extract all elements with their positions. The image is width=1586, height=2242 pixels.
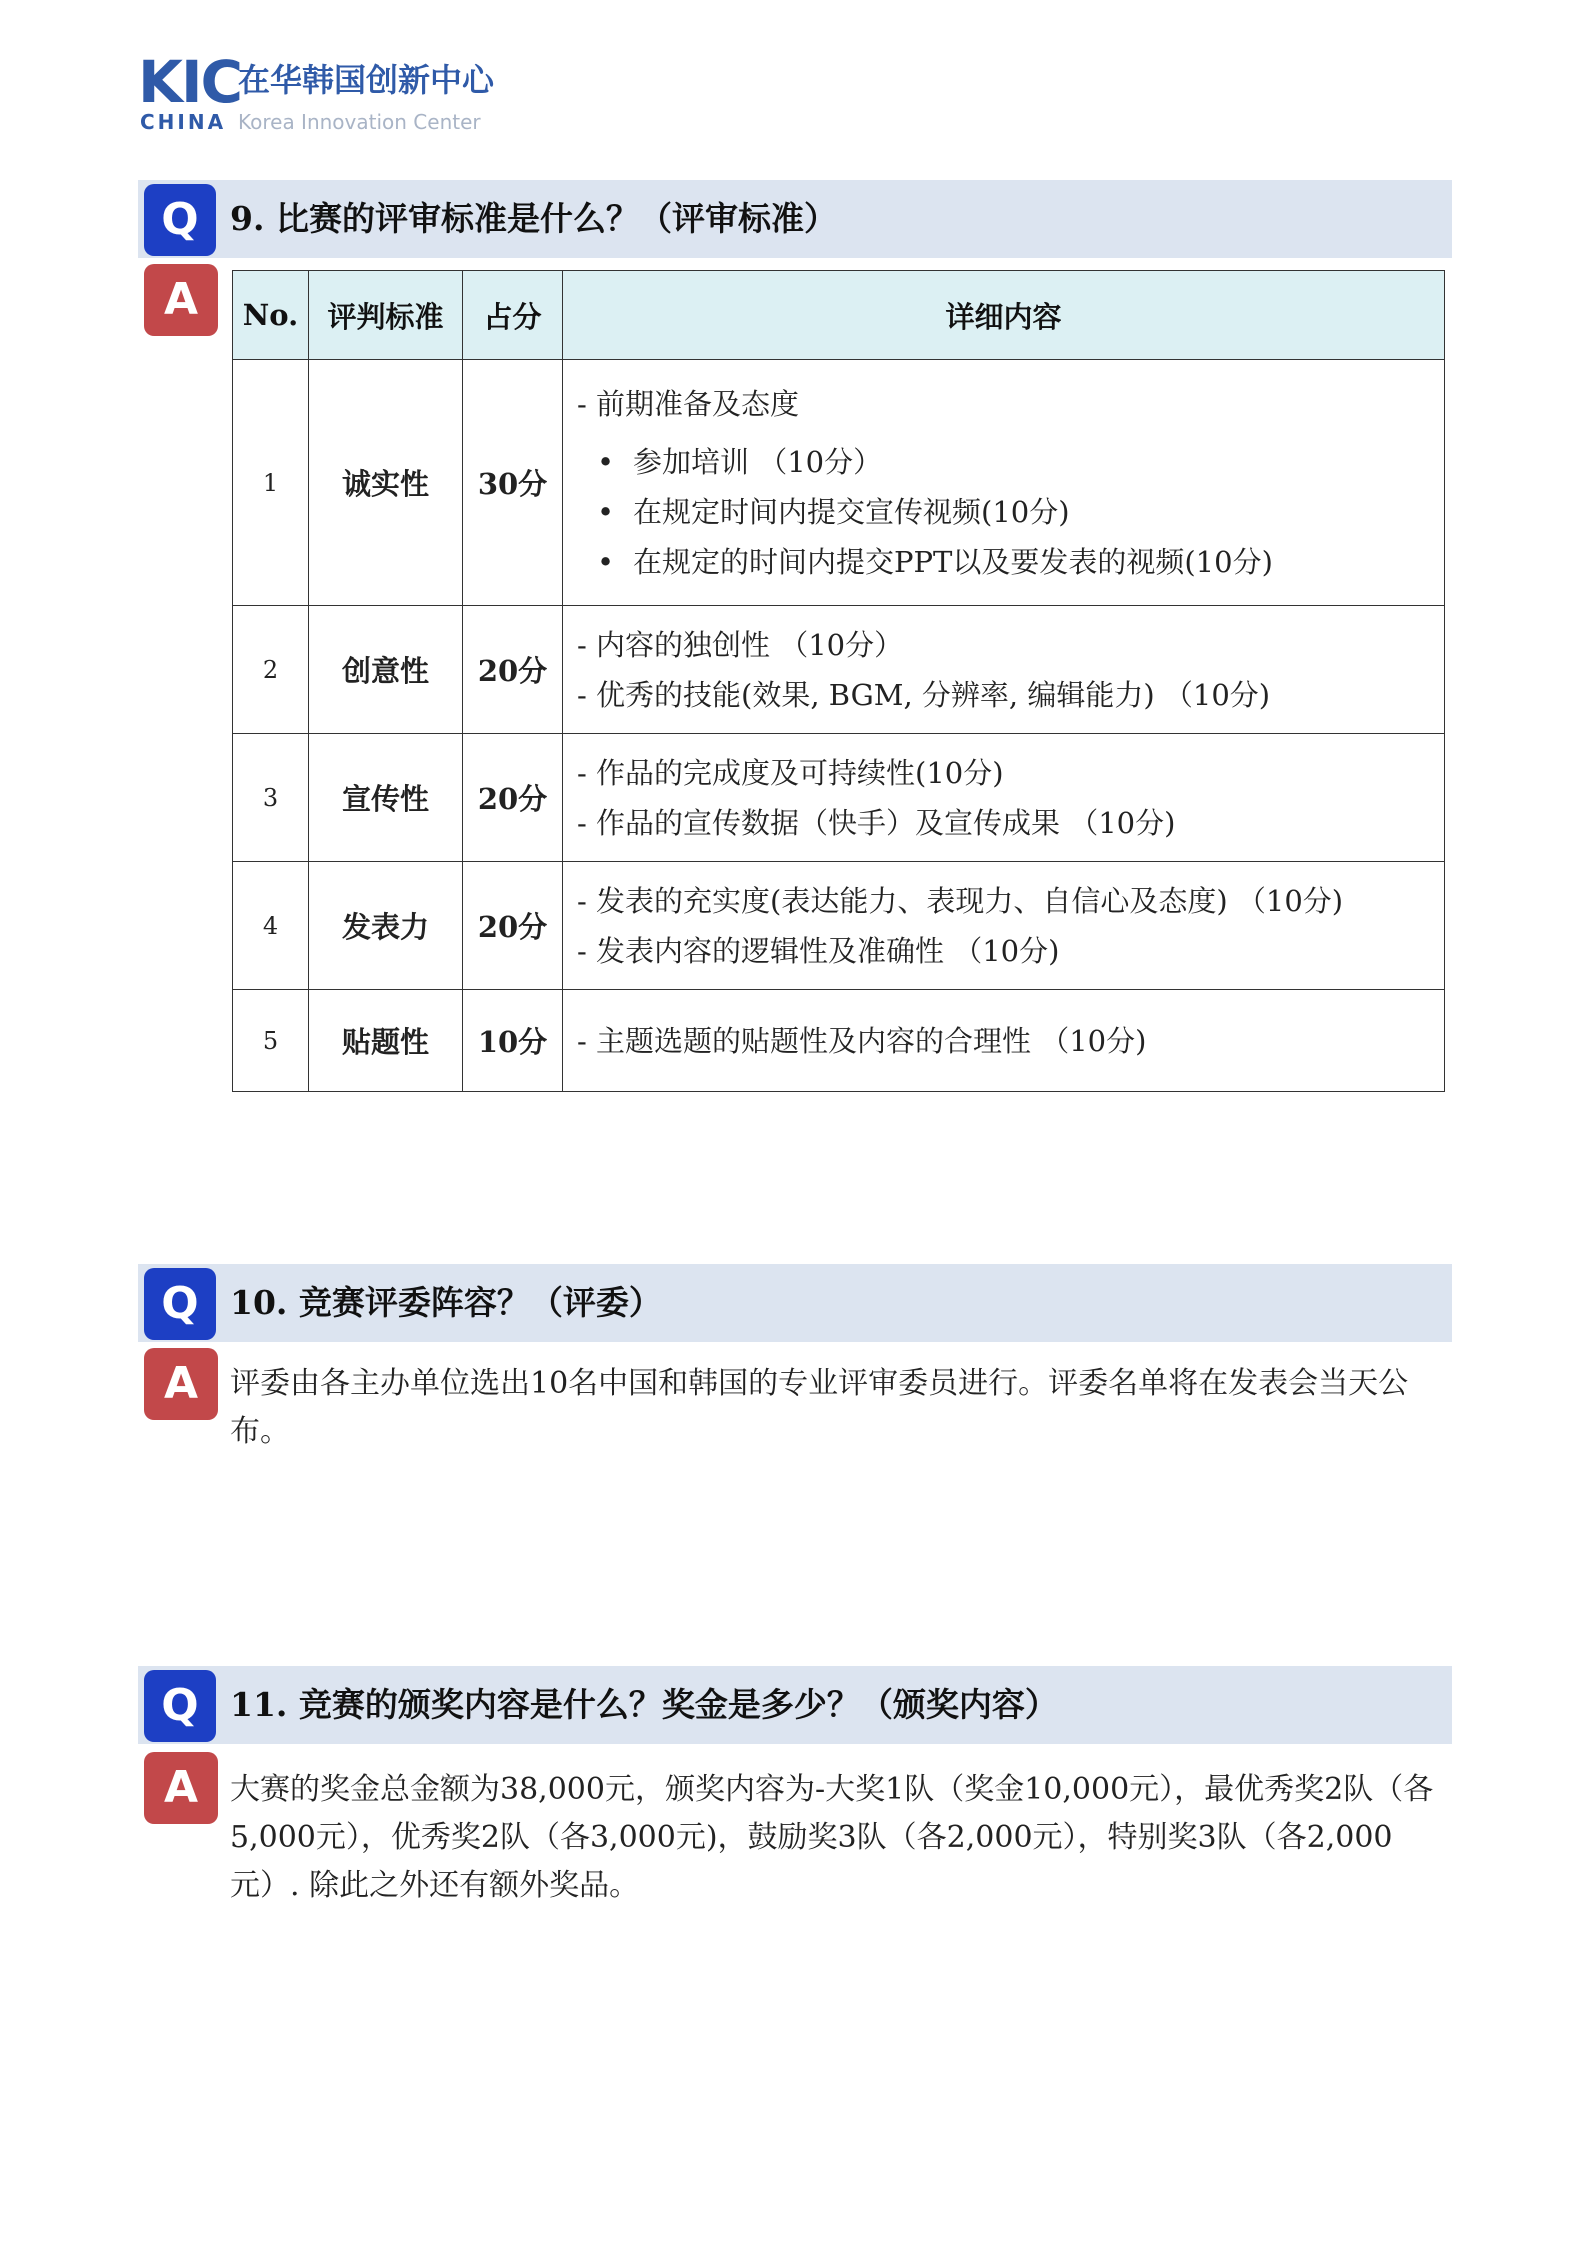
detail-line: - 发表的充实度(表达能力、表现力、自信心及态度) （10分) [577, 883, 1344, 918]
logo-china: CHINA [140, 110, 227, 134]
q-badge: Q [144, 1268, 216, 1340]
criteria-table [232, 270, 1445, 1092]
row-score: 20分 [463, 862, 563, 990]
table-row [233, 606, 1445, 734]
row-criterion: 贴题性 [309, 990, 463, 1092]
row-score: 20分 [463, 606, 563, 734]
table-row [233, 990, 1445, 1092]
header-no: No. [233, 271, 309, 360]
header-score: 占分 [463, 271, 563, 360]
detail-line: - 作品的宣传数据（快手）及宣传成果 （10分) [577, 805, 1176, 840]
row-no: 2 [233, 606, 309, 734]
q-badge: Q [144, 184, 216, 256]
logo-english-name: Korea Innovation Center [238, 110, 481, 134]
detail-line: - 发表内容的逻辑性及准确性 （10分) [577, 933, 1060, 968]
detail-line: - 前期准备及态度 [577, 386, 800, 421]
table-row [233, 862, 1445, 990]
row-no: 4 [233, 862, 309, 990]
a-badge: A [144, 1348, 218, 1420]
row-details [563, 862, 1445, 990]
detail-bullet: • 在规定时间内提交宣传视频(10分) [577, 487, 1430, 537]
row-criterion: 创意性 [309, 606, 463, 734]
q-badge: Q [144, 1670, 216, 1742]
question-11-text: 11. 竞赛的颁奖内容是什么？奖金是多少？（颁奖内容） [230, 1685, 1058, 1724]
detail-line: - 主题选题的贴题性及内容的合理性 （10分) [577, 1023, 1147, 1058]
detail-line: - 作品的完成度及可持续性(10分) [577, 755, 1004, 790]
logo-chinese-name: 在华韩国创新中心 [238, 61, 495, 99]
table-row [233, 360, 1445, 606]
question-10-text: 10. 竞赛评委阵容？（评委） [230, 1283, 662, 1322]
answer-10-text: 评委由各主办单位选出10名中国和韩国的专业评审委员进行。评委名单将在发表会当天公布。 [230, 1366, 1409, 1449]
row-criterion: 宣传性 [309, 734, 463, 862]
kic-logo [138, 48, 498, 134]
detail-line: - 内容的独创性 （10分） [577, 627, 904, 662]
row-no: 5 [233, 990, 309, 1092]
question-9-bar [138, 180, 1452, 258]
question-10-bar [138, 1264, 1452, 1342]
question-9-text: 9. 比赛的评审标准是什么？（评审标准） [230, 199, 837, 238]
detail-line: - 优秀的技能(效果, BGM, 分辨率, 编辑能力) （10分) [577, 677, 1271, 712]
header-details: 详细内容 [563, 271, 1445, 360]
detail-bullet: • 在规定的时间内提交PPT以及要发表的视频(10分) [577, 537, 1430, 587]
question-11-bar [138, 1666, 1452, 1744]
row-score: 10分 [463, 990, 563, 1092]
row-details [563, 990, 1445, 1092]
row-no: 3 [233, 734, 309, 862]
detail-bullet: • 参加培训 （10分） [577, 437, 1430, 487]
answer-11-text: 大赛的奖金总金额为38,000元，颁奖内容为-大奖1队（奖金10,000元），最优秀奖2队（各5,000元），优秀奖2队（各3,000元)，鼓励奖3队（各2,000元），特别奖3队（各2,000元）. 除此之外还有额外奖品。 [230, 1772, 1434, 1903]
table-header-row [233, 271, 1445, 360]
logo-kic: KIC [138, 48, 242, 116]
row-details [563, 360, 1445, 606]
a-badge: A [144, 1752, 218, 1824]
table-row [233, 734, 1445, 862]
row-details [563, 734, 1445, 862]
row-criterion: 发表力 [309, 862, 463, 990]
row-details [563, 606, 1445, 734]
row-score: 30分 [463, 360, 563, 606]
a-badge: A [144, 264, 218, 336]
row-criterion: 诚实性 [309, 360, 463, 606]
row-score: 20分 [463, 734, 563, 862]
row-no: 1 [233, 360, 309, 606]
header-criterion: 评判标准 [309, 271, 463, 360]
